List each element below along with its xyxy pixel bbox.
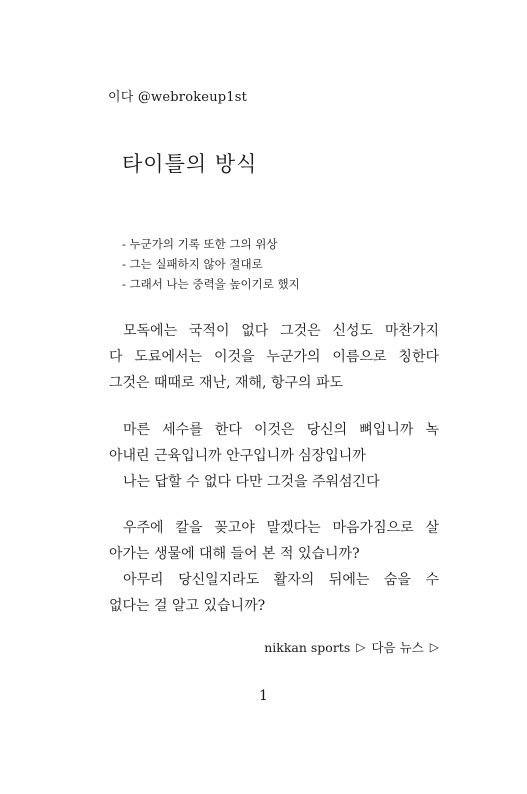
article-nav [264, 638, 439, 656]
epigraph-item: - 그는 실패하지 않아 절대로 [122, 257, 263, 271]
paragraph-1 [109, 318, 439, 396]
epigraph-item: - 그래서 나는 중력을 높이기로 했지 [122, 277, 300, 291]
triangle-right-icon[interactable]: ▷ [429, 640, 439, 654]
source-link[interactable]: nikkan sports [264, 639, 351, 655]
page-title: 타이틀의 방식 [122, 152, 258, 176]
triangle-right-icon[interactable]: ▷ [356, 640, 366, 654]
paragraph-3 [109, 515, 439, 619]
author-line: 이다 @webrokeup1st [108, 90, 248, 105]
paragraph-line: 다 도료에서는 이것을 누군가의 이름으로 칭한다 [109, 349, 439, 365]
paragraph-line: 아무리 당신일지라도 활자의 뒤에는 숨을 수 [123, 572, 439, 588]
paragraph-line: 그것은 때때로 재난, 재해, 항구의 파도 [109, 375, 344, 391]
paragraph-2 [109, 417, 439, 495]
paragraph-line: 아내린 근육입니까 안구입니까 심장입니까 [109, 448, 366, 464]
epigraph-list [122, 234, 300, 294]
paragraph-line: 아가는 생물에 대해 들어 본 적 있습니까? [109, 546, 360, 562]
paragraph-line: 마른 세수를 한다 이것은 당신의 뼈입니까 녹 [123, 422, 439, 438]
next-news-link[interactable]: 다음 뉴스 [371, 640, 424, 655]
paragraph-line: 모독에는 국적이 없다 그것은 신성도 마찬가지 [123, 323, 439, 339]
paragraph-line: 없다는 걸 알고 있습니까? [109, 598, 266, 614]
epigraph-item: - 누군가의 기록 또한 그의 위상 [122, 237, 278, 251]
paragraph-line: 우주에 칼을 꽂고야 말겠다는 마음가짐으로 살 [123, 520, 439, 536]
page-number: 1 [259, 688, 268, 704]
paragraph-line: 나는 답할 수 없다 다만 그것을 주워섬긴다 [123, 474, 380, 490]
